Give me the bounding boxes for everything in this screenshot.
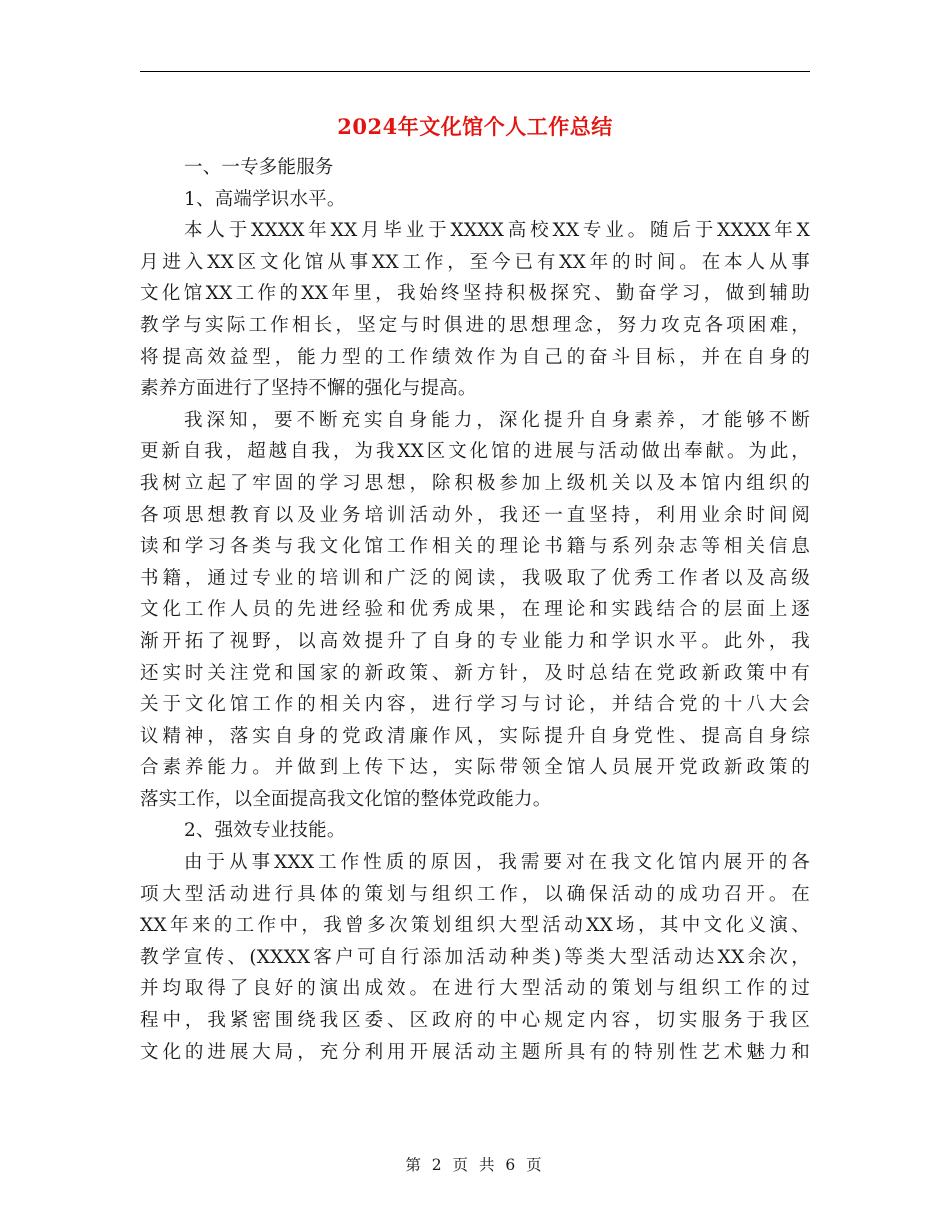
- text-line: 各项思想教育以及业务培训活动外，我还一直坚持，利用业余时间阅: [140, 504, 810, 526]
- text-line: 素养方面进行了坚持不懈的强化与提高。: [140, 378, 477, 400]
- text-line: 关于文化馆工作的相关内容，进行学习与讨论，并结合党的十八大会: [140, 694, 810, 716]
- text-line: 月进入XX区文化馆从事XX工作，至今已有XX年的时间。在本人从事: [140, 251, 810, 273]
- text-line: 读和学习各类与我文化馆工作相关的理论书籍与系列杂志等相关信息: [140, 536, 810, 558]
- text-line: 文化工作人员的先进经验和优秀成果，在理论和实践结合的层面上逐: [140, 599, 810, 621]
- text-line: 程中，我紧密围绕我区委、区政府的中心规定内容，切实服务于我区: [140, 1010, 810, 1032]
- document-body: [140, 152, 810, 1068]
- text-line: 教学与实际工作相长，坚定与时俱进的思想理念，努力攻克各项困难，: [140, 314, 810, 336]
- text-line: 本人于XXXX年XX月毕业于XXXX高校XX专业。随后于XXXX年X: [184, 220, 810, 242]
- text-line: 合素养能力。并做到上传下达，实际带领全馆人员展开党政新政策的: [140, 757, 810, 779]
- text-line: 文化馆XX工作的XX年里，我始终坚持积极探究、勤奋学习，做到辅助: [140, 283, 810, 305]
- text-line: 项大型活动进行具体的策划与组织工作，以确保活动的成功召开。在: [140, 883, 810, 905]
- text-line: 还实时关注党和国家的新政策、新方针，及时总结在党政新政策中有: [140, 662, 810, 684]
- text-line: 书籍，通过专业的培训和广泛的阅读，我吸取了优秀工作者以及高级: [140, 567, 810, 589]
- text-line: 由于从事XXX工作性质的原因，我需要对在我文化馆内展开的各: [184, 852, 810, 874]
- text-line: XX年来的工作中，我曾多次策划组织大型活动XX场，其中文化义演、: [140, 915, 810, 937]
- text-line: 更新自我，超越自我，为我XX区文化馆的进展与活动做出奉献。为此，: [140, 441, 810, 463]
- text-line: 并均取得了良好的演出成效。在进行大型活动的策划与组织工作的过: [140, 978, 810, 1000]
- text-line: 文化的进展大局，充分利用开展活动主题所具有的特别性艺术魅力和: [140, 1041, 810, 1063]
- text-line: 2、强效专业技能。: [184, 820, 346, 842]
- text-line: 议精神，落实自身的党政清廉作风，实际提升自身党性、提高自身综: [140, 725, 810, 747]
- header-rule: [140, 71, 810, 72]
- text-line: 渐开拓了视野，以高效提升了自身的专业能力和学识水平。此外，我: [140, 630, 810, 652]
- document-title: 2024年文化馆个人工作总结: [337, 114, 613, 139]
- page-number-footer: 第 2 页 共 6 页: [405, 1156, 545, 1174]
- text-line: 落实工作，以全面提高我文化馆的整体党政能力。: [140, 788, 552, 810]
- text-line: 将提高效益型，能力型的工作绩效作为自己的奋斗目标，并在自身的: [140, 346, 810, 368]
- text-line: 我树立起了牢固的学习思想，除积极参加上级机关以及本馆内组织的: [140, 472, 810, 494]
- text-line: 一、一专多能服务: [184, 157, 334, 178]
- text-line: 我深知，要不断充实自身能力，深化提升自身素养，才能够不断: [184, 409, 810, 431]
- text-line: 教学宣传、(XXXX客户可自行添加活动种类)等类大型活动达XX余次，: [140, 946, 810, 968]
- text-line: 1、高端学识水平。: [184, 188, 346, 210]
